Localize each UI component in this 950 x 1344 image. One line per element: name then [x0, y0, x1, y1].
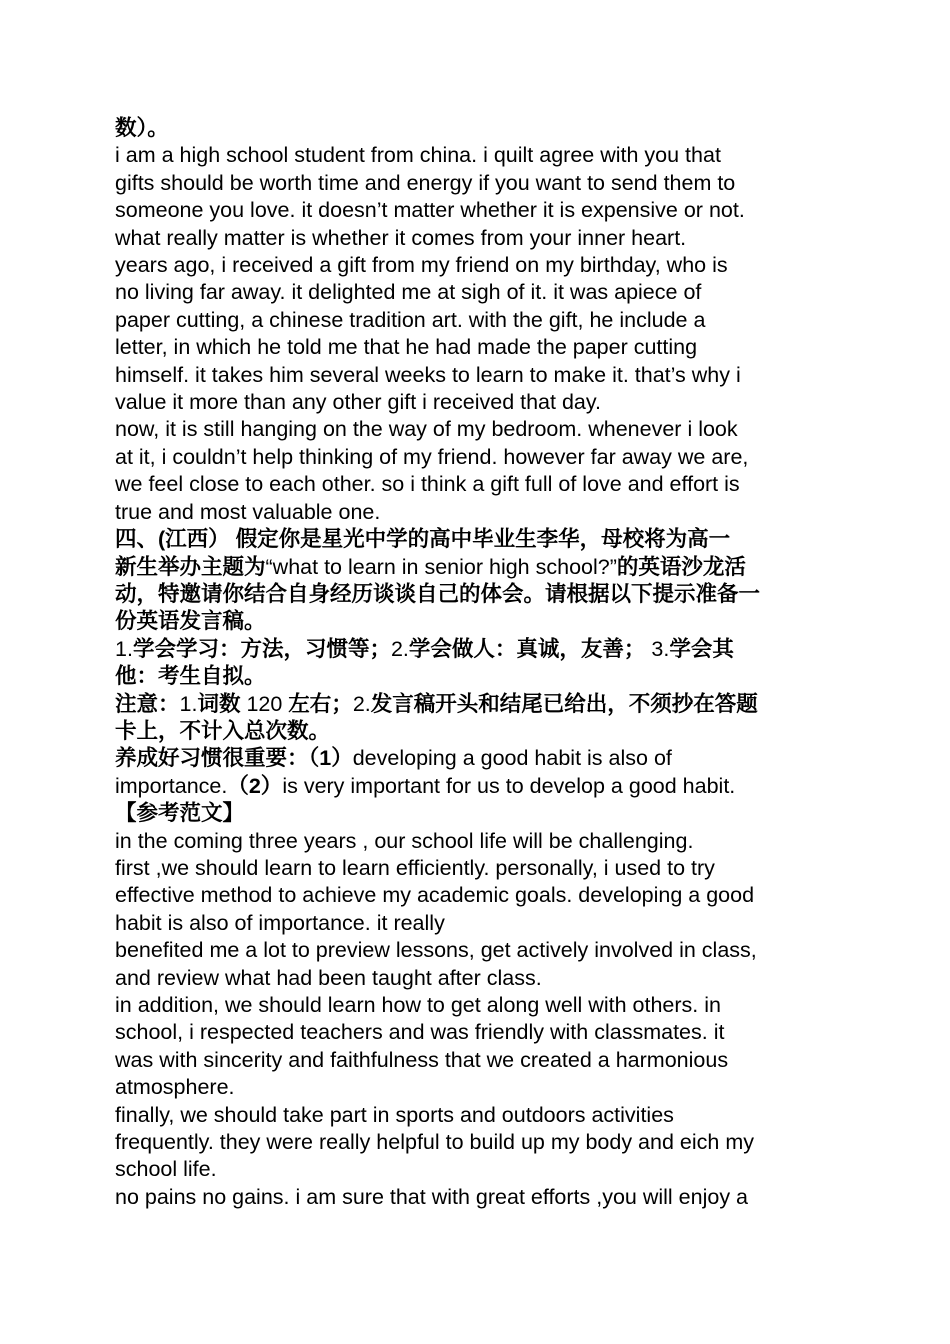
essay-line: atmosphere.	[115, 1075, 235, 1100]
essay-line: was with sincerity and faithfulness that we created a harmonious	[115, 1047, 729, 1072]
hint-line: 他：考生自拟。	[115, 664, 266, 689]
essay-line: we feel close to each other. so i think a gift full of love and effort is	[115, 472, 740, 497]
essay-line: now, it is still hanging on the way of my bedroom. whenever i look	[115, 417, 738, 442]
essay-line: paper cutting, a chinese tradition art. with the gift, he include a	[115, 307, 706, 332]
habit-expression: importance.	[115, 773, 228, 798]
essay-line: at it, i couldn’t help thinking of my friend. however far away we are,	[115, 444, 749, 469]
task-line: 份英语发言稿。	[115, 609, 266, 634]
task-text: 新生举办主题为	[115, 554, 266, 579]
essay-line: i am a high school student from china. i quilt agree with you that	[115, 143, 721, 168]
task-text: 的英语沙龙活	[616, 554, 746, 579]
hint-text: 学会其	[669, 636, 734, 661]
hint-number: 3.	[651, 636, 670, 661]
sample-heading: 【参考范文】	[115, 801, 245, 826]
essay-line: school, i respected teachers and was friendly with classmates. it	[115, 1020, 725, 1045]
task-prompt	[115, 526, 840, 636]
habit-expression: developing a good habit is also of	[352, 746, 672, 771]
essay-line: no living far away. it delighted me at sigh of it. it was apiece of	[115, 280, 702, 305]
header-fragment: 数）。	[115, 116, 169, 140]
topic-title: “what to learn in senior high school?”	[265, 554, 617, 579]
essay-line: benefited me a lot to preview lessons, get actively involved in class,	[115, 938, 757, 963]
note-text: 左右；	[288, 691, 353, 716]
habit-line	[115, 745, 840, 772]
essay-line: himself. it takes him several weeks to learn to make it. that’s why i	[115, 362, 741, 387]
note-line	[115, 691, 840, 718]
note-line: 卡上，不计入总次数。	[115, 718, 331, 743]
document-page	[115, 115, 840, 1211]
note-number: 1.	[179, 691, 198, 716]
note-number: 2.	[352, 691, 371, 716]
essay-one	[115, 142, 840, 526]
hint-text: 学会学习：方法，习惯等；	[132, 636, 391, 661]
essay-line: frequently. they were really helpful to build up my body and eich my	[115, 1130, 754, 1155]
essay-line: in addition, we should learn how to get along well with others. in	[115, 993, 721, 1017]
habit-line	[115, 773, 840, 800]
essay-line: no pains no gains. i am sure that with great efforts ,you will enjoy a	[115, 1184, 749, 1209]
hint-text: 学会做人：真诚，友善；	[408, 636, 652, 661]
hints	[115, 636, 840, 691]
habit-label: 养成好习惯很重要：（1）	[115, 746, 353, 771]
essay-line: someone you love. it doesn’t matter whether it is expensive or not.	[115, 198, 745, 223]
task-line: 四、(江西） 假定你是星光中学的高中毕业生李华，母校将为高一	[115, 527, 731, 552]
note-text: 发言稿开头和结尾已给出，不须抄在答题	[370, 691, 758, 716]
essay-line: gifts should be worth time and energy if you want to send them to	[115, 170, 736, 195]
essay-line: years ago, i received a gift from my friend on my birthday, who is	[115, 253, 728, 278]
essay-line: what really matter is whether it comes from your inner heart.	[115, 225, 687, 250]
hint-number: 2.	[390, 636, 409, 661]
note-text: 词数	[197, 691, 241, 716]
essay-line: habit is also of importance. it really	[115, 910, 445, 935]
essay-line: true and most valuable one.	[115, 499, 381, 524]
essay-line: first ,we should learn to learn efficiently. personally, i used to try	[115, 855, 715, 880]
essay-line: and review what had been taught after class.	[115, 965, 542, 990]
note-label: 注意：	[115, 691, 180, 716]
essay-line: school life.	[115, 1157, 217, 1182]
essay-line: finally, we should take part in sports and outdoors activities	[115, 1102, 674, 1127]
habit-number: （2）	[227, 773, 283, 798]
essay-line: effective method to achieve my academic goals. developing a good	[115, 883, 755, 908]
essay-line: value it more than any other gift i received that day.	[115, 390, 602, 415]
task-line	[115, 554, 840, 581]
notes	[115, 691, 840, 746]
essay-line: letter, in which he told me that he had made the paper cutting	[115, 335, 698, 360]
hint-number: 1.	[115, 636, 133, 661]
hint-line	[115, 636, 840, 663]
task-line: 动，特邀请你结合自身经历谈谈自己的体会。请根据以下提示准备一	[115, 581, 761, 606]
essay-two	[115, 828, 840, 1212]
word-count: 120	[240, 691, 289, 716]
habit-expression: is very important for us to develop a good habit.	[282, 773, 736, 798]
habit-expressions	[115, 745, 840, 800]
essay-line: in the coming three years , our school life will be challenging.	[115, 828, 694, 853]
